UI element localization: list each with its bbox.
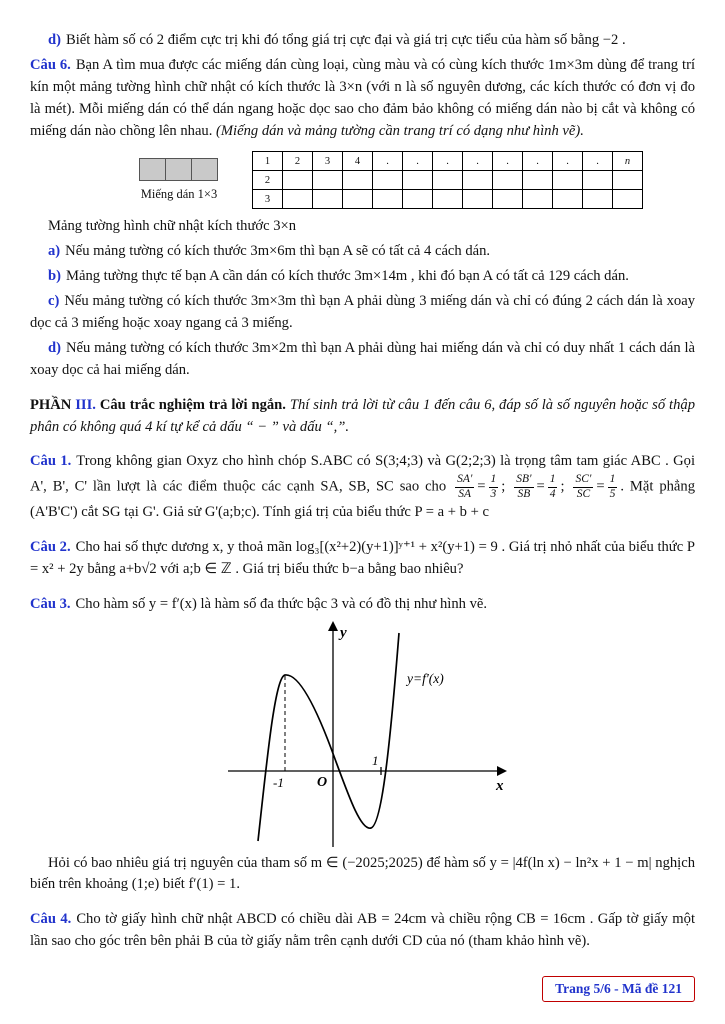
fraction-denominator: SC bbox=[576, 488, 591, 501]
grid-cell-n: n bbox=[613, 152, 643, 171]
grid-cell: . bbox=[553, 152, 583, 171]
equals-sign: = bbox=[536, 479, 545, 495]
item-a bbox=[30, 241, 695, 263]
grid-cell bbox=[463, 171, 493, 190]
question-6-text: Bạn A tìm mua được các miếng dán cùng loại, cùng màu và có cùng kích thước 1m×3m dùng để trang trí kín một mảng tường hình chữ nhật có kích thước là 3×n (với n là số nguyên dương, các kích thước có đơn vị đo là mét). Mỗi miếng dán có thể dán ngang hoặc dọc sao cho đảm bảo không có miếng dán nào bị cắt và không có miếng dán nào chồng lên nhau. bbox=[30, 56, 696, 139]
wall-grid-row-3 bbox=[253, 190, 643, 209]
grid-cell bbox=[343, 171, 373, 190]
item-c-label: c) bbox=[48, 293, 60, 310]
x-axis-label: x bbox=[495, 777, 503, 794]
grid-cell bbox=[553, 190, 583, 209]
question-3-label: Câu 3. bbox=[30, 595, 71, 612]
statement-d-top bbox=[30, 30, 695, 52]
grid-cell bbox=[433, 190, 463, 209]
question-2-label: Câu 2. bbox=[30, 538, 71, 555]
grid-cell: . bbox=[373, 152, 403, 171]
fraction-1-4 bbox=[548, 473, 558, 502]
sticker-figure bbox=[140, 158, 218, 202]
fraction-numerator: 1 bbox=[489, 473, 499, 488]
sticker-shape bbox=[140, 158, 218, 181]
item-d-text: Biết hàm số có 2 điểm cực trị khi đó tổng giá trị cực đại và giá trị cực tiểu của hàm số bằng −2 . bbox=[65, 32, 626, 48]
question-1 bbox=[30, 451, 695, 523]
grid-cell bbox=[463, 190, 493, 209]
separator: . bbox=[620, 479, 624, 495]
fraction-denominator: SA bbox=[458, 488, 472, 501]
grid-cell: . bbox=[403, 152, 433, 171]
grid-cell bbox=[583, 171, 613, 190]
item-b bbox=[30, 266, 695, 288]
grid-cell bbox=[523, 171, 553, 190]
fraction-denominator: 5 bbox=[609, 488, 616, 501]
question-2 bbox=[30, 537, 695, 581]
xneg1-label: -1 bbox=[272, 774, 284, 790]
xpos1-label: 1 bbox=[371, 752, 378, 768]
question-4-text: Cho tờ giấy hình chữ nhật ABCD có chiều dài AB = 24cm và chiều rộng CB = 16cm . Gấp tờ giấy một lần sao cho góc trên bên phải B của tờ giấy nằm trên cạnh dưới CD của nó (tham khảo hình vẽ). bbox=[30, 911, 695, 950]
grid-cell bbox=[583, 190, 613, 209]
grid-cell bbox=[373, 190, 403, 209]
fraction-denominator: 4 bbox=[549, 488, 556, 501]
fraction-numerator: 1 bbox=[608, 473, 618, 488]
fraction-sb bbox=[514, 473, 533, 502]
question-1-text-2: Mặt phẳng (A'B'C') cắt SG tại G'. Giả sử G'(a;b;c). Tính giá trị của biểu thức P = a + b + c bbox=[30, 479, 696, 520]
section-3-desc: Thí sinh trả lời từ câu 1 đến câu 6, đáp số là số nguyên hoặc số thập phân có không quá 4 kí tự kể cả dấu “ − ” và dấu “,”. bbox=[30, 396, 695, 435]
equals-sign: = bbox=[596, 479, 605, 495]
curve-equation-label: y=f′(x) bbox=[406, 670, 444, 686]
fraction-1-5 bbox=[608, 473, 618, 502]
grid-cell: 4 bbox=[343, 152, 373, 171]
grid-cell bbox=[283, 190, 313, 209]
grid-cell: . bbox=[493, 152, 523, 171]
section-3-part1: PHẦN bbox=[30, 396, 76, 413]
x-axis-arrow-icon bbox=[497, 766, 507, 776]
grid-cell bbox=[403, 190, 433, 209]
grid-cell bbox=[313, 190, 343, 209]
y-axis-arrow-icon bbox=[328, 621, 338, 631]
figure-caption bbox=[30, 216, 695, 238]
grid-cell bbox=[523, 190, 553, 209]
question-3-continued-text: Hỏi có bao nhiêu giá trị nguyên của tham số m ∈ (−2025;2025) để hàm số y = |4f(ln x) − ln²x + 1 − m| nghịch biến trên khoảng (1;e) biết f′(1) = 1. bbox=[30, 854, 695, 893]
item-b-text: Mảng tường thực tế bạn A cần dán có kích thước 3m×14m , khi đó bạn A có tất cả 129 cách dán. bbox=[65, 268, 629, 285]
wall-grid-row-2 bbox=[253, 171, 643, 190]
fraction-numerator: SB' bbox=[514, 473, 533, 488]
equals-sign: = bbox=[477, 479, 486, 495]
question-6 bbox=[30, 55, 695, 143]
separator: ; bbox=[560, 479, 565, 495]
fraction-denominator: 3 bbox=[490, 488, 497, 501]
question-1-label: Câu 1. bbox=[30, 453, 72, 470]
wall-figure bbox=[140, 151, 695, 209]
grid-cell: 1 bbox=[253, 152, 283, 171]
grid-cell bbox=[313, 171, 343, 190]
page-footer-badge bbox=[542, 976, 695, 1002]
question-4-label: Câu 4. bbox=[30, 911, 72, 928]
grid-cell: 2 bbox=[253, 171, 283, 190]
wall-grid-table bbox=[252, 151, 643, 209]
wall-grid-row-1 bbox=[253, 152, 643, 171]
grid-cell: . bbox=[583, 152, 613, 171]
question-3-continued bbox=[30, 853, 695, 897]
question-3 bbox=[30, 594, 695, 616]
sticker-cell bbox=[191, 158, 218, 181]
grid-cell bbox=[553, 171, 583, 190]
item-a-text: Nếu mảng tường có kích thước 3m×6m thì bạn A sẽ có tất cả 4 cách dán. bbox=[65, 243, 491, 260]
grid-cell: 3 bbox=[313, 152, 343, 171]
origin-label: O bbox=[316, 774, 327, 790]
item-c-text: Nếu mảng tường có kích thước 3m×3m thì bạn A phải dùng 3 miếng dán và chỉ có đúng 2 cách dán là xoay dọc cả 3 miếng hoặc xoay ngang cả 3 miếng. bbox=[30, 293, 695, 332]
grid-cell bbox=[403, 171, 433, 190]
grid-cell bbox=[613, 190, 643, 209]
figure-caption-text: Mảng tường hình chữ nhật kích thước 3×n bbox=[48, 218, 297, 235]
section-3-title: Câu trắc nghiệm trả lời ngắn. bbox=[95, 396, 286, 413]
grid-cell bbox=[343, 190, 373, 209]
grid-cell: 2 bbox=[283, 152, 313, 171]
item-d-label: d) bbox=[48, 32, 61, 48]
item-d-text: Nếu mảng tường có kích thước 3m×2m thì bạn A phải dùng hai miếng dán và chỉ có duy nhất 1 cách dán là xoay dọc cả hai miếng dán. bbox=[30, 339, 695, 378]
item-d-label: d) bbox=[48, 339, 61, 356]
sticker-label: Miếng dán 1×3 bbox=[140, 187, 218, 202]
fraction-sa bbox=[455, 473, 474, 502]
question-6-label: Câu 6. bbox=[30, 56, 71, 73]
item-b-label: b) bbox=[48, 268, 61, 285]
grid-cell: . bbox=[523, 152, 553, 171]
fraction-denominator: SB bbox=[517, 488, 531, 501]
fraction-sc bbox=[573, 473, 593, 502]
cubic-graph bbox=[213, 619, 513, 851]
fraction-1-3 bbox=[489, 473, 499, 502]
sticker-cell bbox=[165, 158, 192, 181]
grid-cell: . bbox=[463, 152, 493, 171]
grid-cell bbox=[283, 171, 313, 190]
page-footer-text: Trang 5/6 - Mã đề 121 bbox=[555, 981, 682, 996]
question-2-text: Cho hai số thực dương x, y thoả mãn log₃[(x²+2)(y+1)]ʸ⁺¹ + x²(y+1) = 9 . Giá trị nhỏ nhất của biểu thức P = x² + 2y bằng a+b√2 với a;b ∈ ℤ . Giá trị biểu thức b−a bằng bao nhiêu? bbox=[30, 538, 695, 577]
item-c bbox=[30, 291, 695, 335]
grid-cell bbox=[373, 171, 403, 190]
grid-cell bbox=[613, 171, 643, 190]
grid-cell bbox=[493, 190, 523, 209]
curve-path bbox=[258, 633, 399, 841]
question-6-note: (Miếng dán và mảng tường cần trang trí có dạng như hình vẽ). bbox=[216, 122, 584, 139]
question-3-text: Cho hàm số y = f′(x) là hàm số đa thức bậc 3 và có đồ thị như hình vẽ. bbox=[75, 595, 488, 612]
separator: ; bbox=[501, 479, 506, 495]
fraction-numerator: 1 bbox=[548, 473, 558, 488]
section-3-number: III. bbox=[75, 396, 96, 413]
sticker-cell bbox=[139, 158, 166, 181]
fraction-numerator: SA' bbox=[455, 473, 474, 488]
grid-cell: . bbox=[433, 152, 463, 171]
question-1-text-1: Trong không gian Oxyz cho hình chóp S.ABC có S(3;4;3) và G(2;2;3) là trọng tâm tam giác ABC . Gọi A', B', C' lần lượt là các điểm thuộc các cạnh SA, SB, SC sao cho bbox=[30, 453, 695, 495]
item-d bbox=[30, 338, 695, 382]
fraction-numerator: SC' bbox=[573, 473, 593, 488]
y-axis-label: y bbox=[339, 624, 347, 641]
grid-cell: 3 bbox=[253, 190, 283, 209]
grid-cell bbox=[493, 171, 523, 190]
grid-cell bbox=[433, 171, 463, 190]
question-4 bbox=[30, 909, 695, 953]
cubic-graph-figure bbox=[30, 619, 695, 851]
section-3-header bbox=[30, 395, 695, 439]
item-a-label: a) bbox=[48, 243, 61, 260]
